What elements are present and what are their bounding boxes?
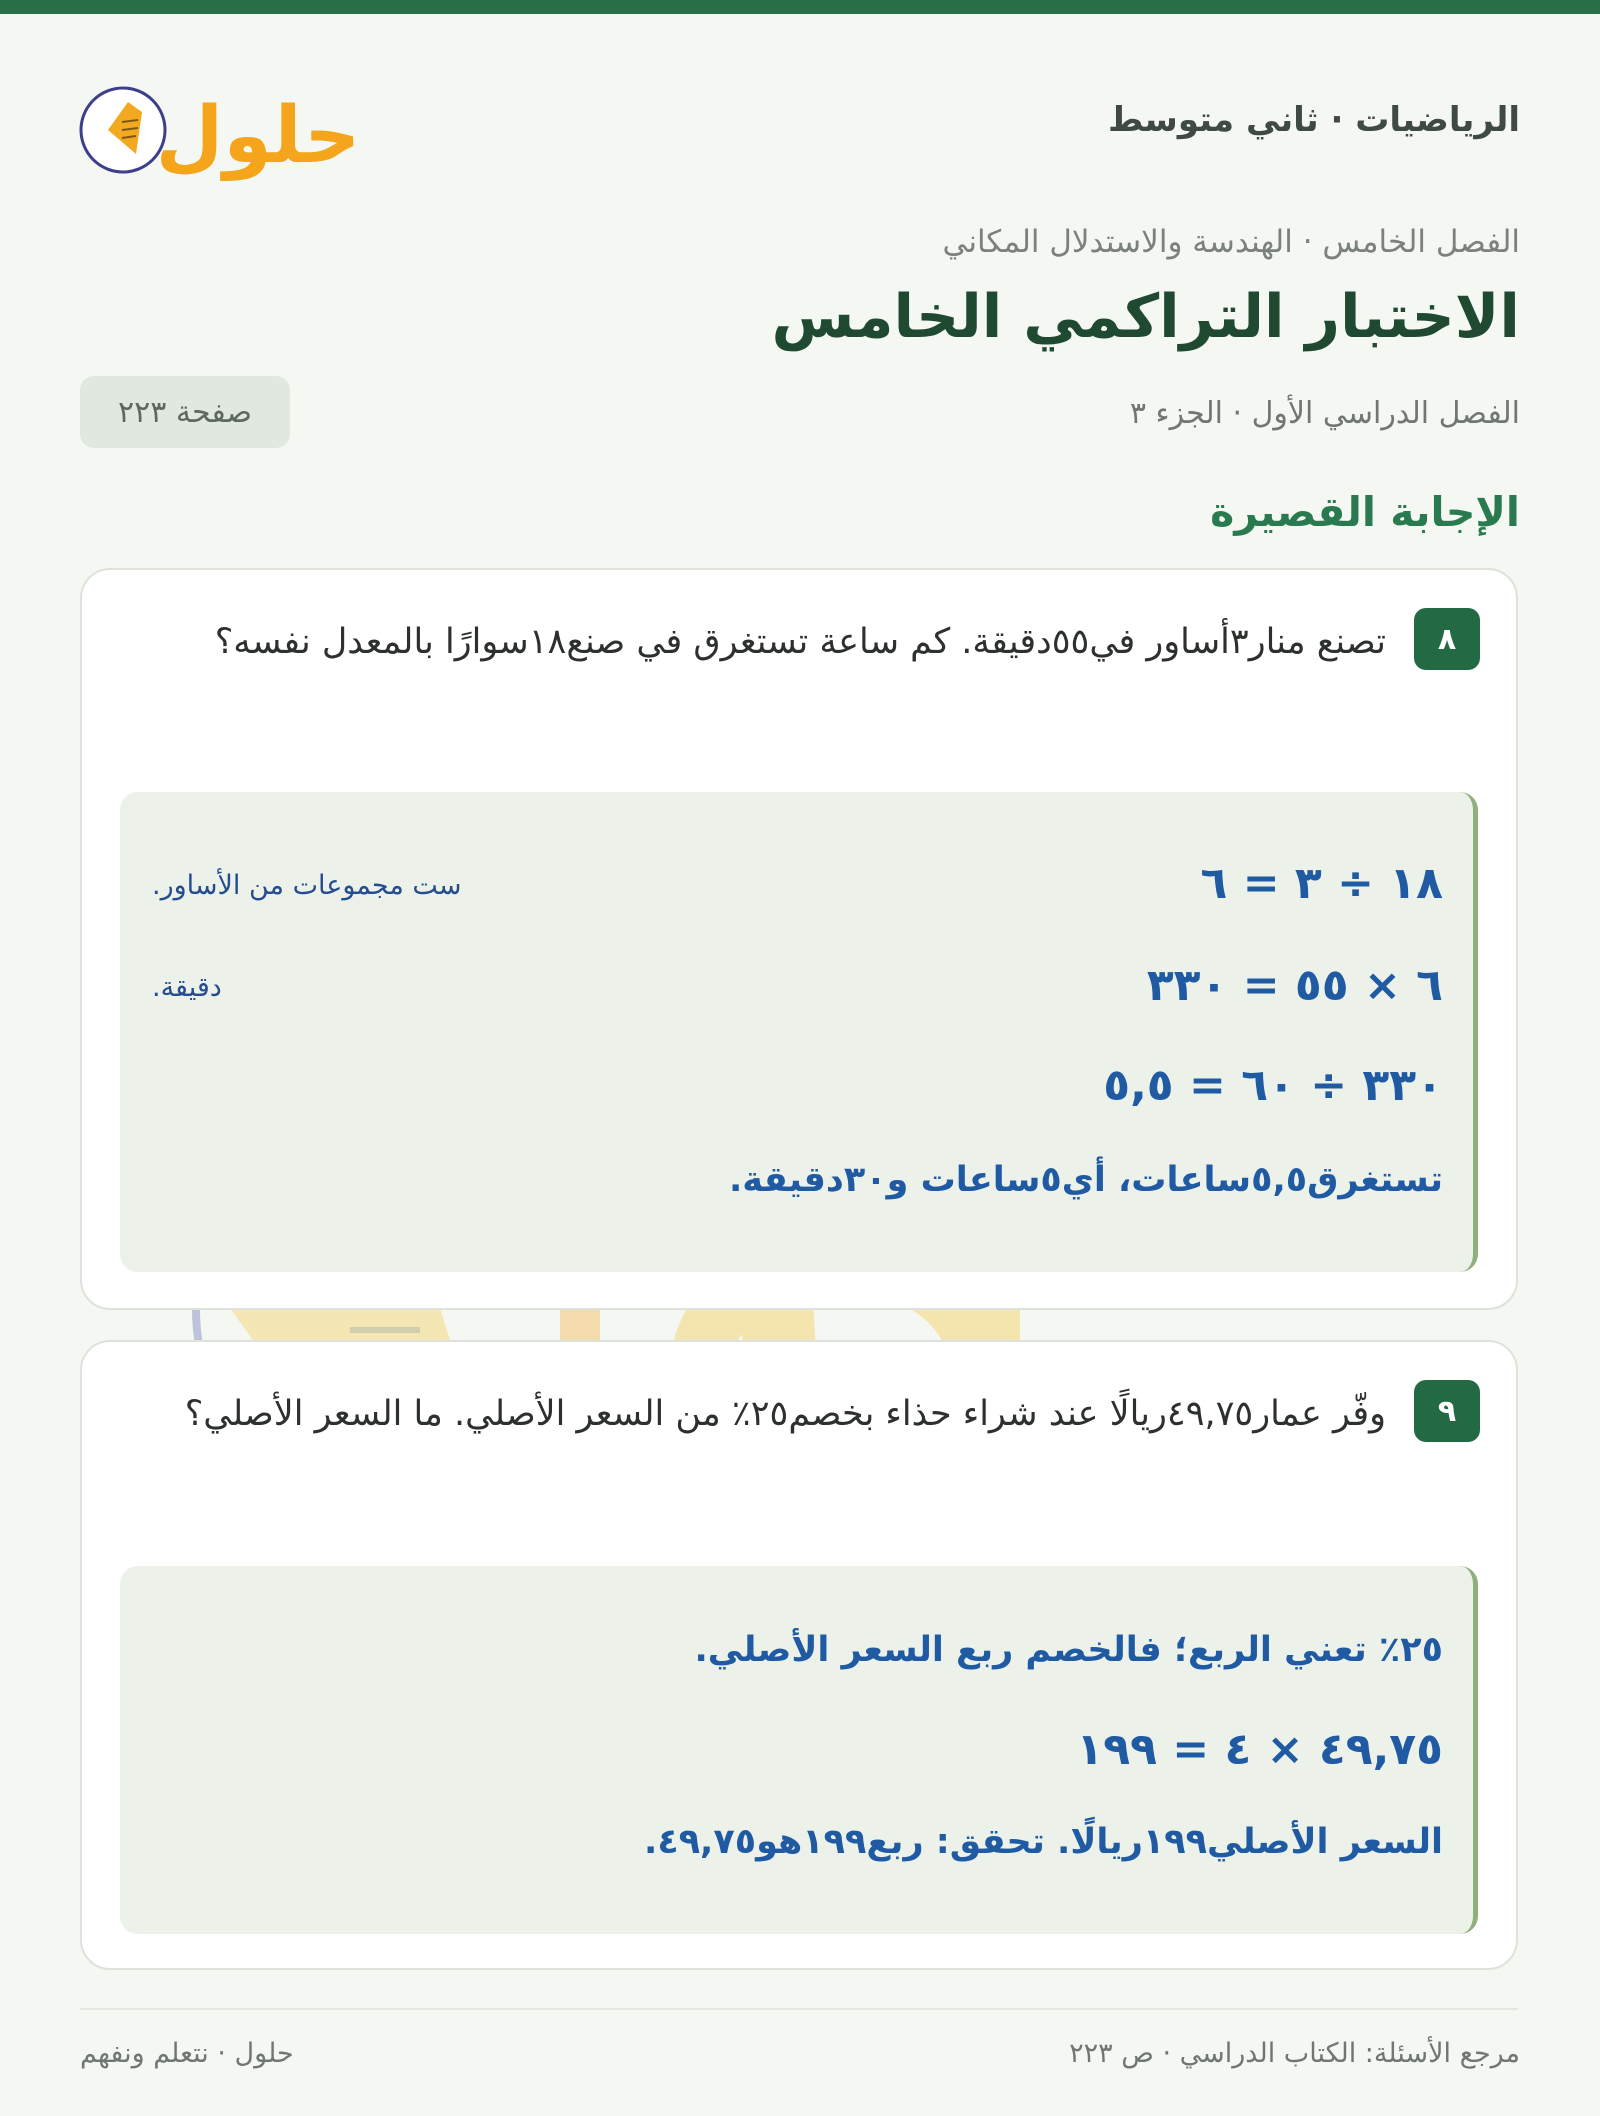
page-number-badge: صفحة ٢٢٣ <box>80 376 290 448</box>
question-card-8 <box>80 568 1518 1310</box>
question-text: وفّر عمار٤٩,٧٥ريالًا عند شراء حذاء بخصم٢٥٪ من السعر الأصلي. ما السعر الأصلي؟ <box>184 1394 1386 1434</box>
solution-step-2: ٦ × ٥٥ = ٣٣٠ <box>1146 960 1443 1011</box>
page-title: الاختبار التراكمي الخامس <box>771 282 1520 352</box>
logo-icon <box>78 62 368 182</box>
question-number-badge: ٩ <box>1414 1380 1480 1442</box>
footer-divider <box>80 2008 1518 2010</box>
footer-brand: حلول · نتعلم ونفهم <box>80 2038 294 2069</box>
solution-box <box>120 1566 1478 1934</box>
logo-text: حلول <box>155 91 361 181</box>
section-title: الإجابة القصيرة <box>1210 488 1520 536</box>
solution-conclusion: السعر الأصلي١٩٩ريالًا. تحقق: ربع١٩٩هو٤٩,٧٥. <box>644 1822 1443 1862</box>
question-text: تصنع منار٣أساور في٥٥دقيقة. كم ساعة تستغرق في صنع١٨سوارًا بالمعدل نفسه؟ <box>214 622 1386 662</box>
term-label: الفصل الدراسي الأول · الجزء ٣ <box>1129 396 1520 431</box>
solution-note-2: دقيقة. <box>152 972 222 1003</box>
chapter-label: الفصل الخامس · الهندسة والاستدلال المكاني <box>942 224 1520 260</box>
solution-box <box>120 792 1478 1272</box>
solution-conclusion: تستغرق٥,٥ساعات، أي٥ساعات و٣٠دقيقة. <box>729 1160 1443 1200</box>
solution-step-3: ٣٣٠ ÷ ٦٠ = ٥,٥ <box>1103 1060 1443 1111</box>
top-accent-bar <box>0 0 1600 14</box>
subject-label: الرياضيات · ثاني متوسط <box>1108 100 1520 140</box>
solution-note-1: ست مجموعات من الأساور. <box>152 870 462 901</box>
question-number-badge: ٨ <box>1414 608 1480 670</box>
solution-step-1: ٢٥٪ تعني الربع؛ فالخصم ربع السعر الأصلي. <box>694 1630 1443 1670</box>
solution-step-2: ٤٩,٧٥ × ٤ = ١٩٩ <box>1076 1724 1443 1775</box>
site-logo[interactable] <box>78 62 368 182</box>
solution-step-1: ١٨ ÷ ٣ = ٦ <box>1200 858 1443 909</box>
question-card-9 <box>80 1340 1518 1970</box>
footer-reference: مرجع الأسئلة: الكتاب الدراسي · ص ٢٢٣ <box>1069 2038 1520 2069</box>
